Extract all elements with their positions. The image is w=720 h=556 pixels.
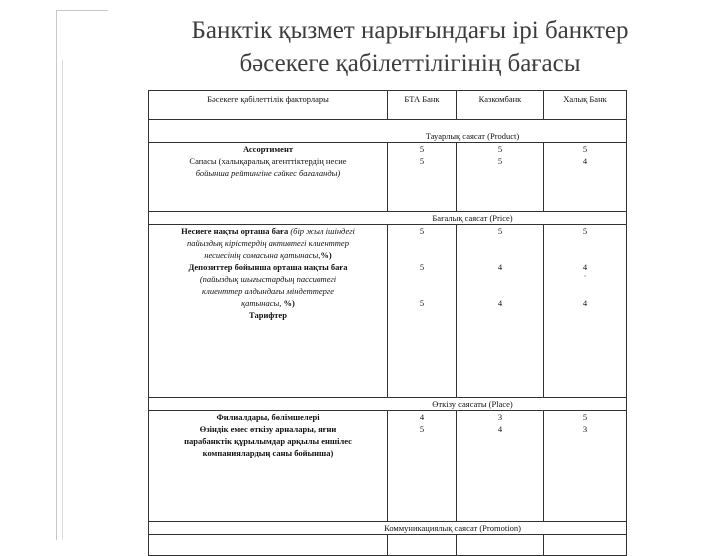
row-label-cont: (пайыздық шығыстардың пассивтегі bbox=[199, 274, 337, 284]
row-label: Филиалдары, бөлімшелері bbox=[216, 412, 320, 422]
value-cell: 4 bbox=[419, 412, 425, 422]
value-cell: 5 bbox=[497, 144, 503, 154]
value-cell: 4 bbox=[497, 298, 503, 308]
value-cell: 5 bbox=[497, 156, 503, 166]
value-cell: 3 bbox=[582, 424, 588, 434]
table-row bbox=[149, 411, 627, 522]
section-place bbox=[149, 398, 627, 411]
table-row bbox=[149, 535, 627, 556]
row-label: Өзіндік емес өткізу арналары, яғни bbox=[199, 424, 337, 434]
section-title-place: Өткізу саясаты (Place) bbox=[432, 399, 513, 409]
row-label: Ассортимент bbox=[242, 144, 294, 154]
row-label-cont: қатынасы, bbox=[241, 298, 282, 308]
value-cell: 4 bbox=[582, 298, 588, 308]
slide-title bbox=[120, 14, 700, 80]
header-kkb: Казкомбанк bbox=[457, 91, 544, 120]
row-label-unit: %) bbox=[283, 298, 295, 308]
row-label-cont: еншілес bbox=[321, 436, 352, 446]
value-cell: 5 bbox=[497, 226, 503, 236]
value-cell-mark: · bbox=[583, 271, 587, 281]
value-cell: 4 bbox=[582, 262, 588, 272]
frame-line-left-inner bbox=[62, 60, 63, 540]
row-label-cont: клиенттер алдындағы міндеттерге bbox=[202, 286, 334, 296]
table-row bbox=[149, 225, 627, 398]
value-cell: 5 bbox=[419, 156, 425, 166]
row-label-cont: пайыздық кірістердің активтегі клиенттер bbox=[187, 238, 349, 248]
row-label-cont: бойынша рейтингіне сәйкес бағаланды) bbox=[195, 168, 341, 178]
header-factors: Бәсекеге қабілеттілік факторлары bbox=[149, 91, 388, 120]
value-cell: 4 bbox=[582, 156, 588, 166]
table-header-row bbox=[149, 91, 627, 120]
section-title-product: Тауарлық саясат (Product) bbox=[425, 131, 520, 141]
row-label: Депозиттер бойынша орташа нақты баға bbox=[188, 262, 348, 272]
section-title-promotion: Коммуникациялық саясат (Promotion) bbox=[384, 523, 521, 533]
value-cell: 4 bbox=[497, 424, 503, 434]
value-cell: 5 bbox=[582, 144, 588, 154]
value-cell: 5 bbox=[419, 144, 425, 154]
frame-line-left bbox=[56, 10, 57, 540]
row-label: Тарифтер bbox=[249, 310, 287, 320]
value-cell: 3 bbox=[497, 412, 503, 422]
row-label-cont: компаниялардың саны бойынша) bbox=[202, 448, 334, 458]
section-promotion bbox=[149, 522, 627, 535]
value-cell: 5 bbox=[582, 226, 588, 236]
value-cell: 5 bbox=[419, 262, 425, 272]
row-label-note: (бір жыл ішіндегі bbox=[290, 226, 355, 236]
row-label-unit: %) bbox=[320, 250, 332, 260]
title-line-1: Банктік қызмет нарығындағы ірі банктер bbox=[191, 17, 629, 44]
value-cell: 5 bbox=[419, 226, 425, 236]
header-bta: БТА Банк bbox=[388, 91, 457, 120]
row-label: Несиеге нақты орташа баға bbox=[181, 226, 289, 236]
frame-line-top bbox=[56, 10, 108, 11]
row-label-cont: парабанктік құрылымдар арқылы bbox=[184, 436, 320, 446]
competitiveness-table bbox=[148, 90, 627, 556]
value-cell: 5 bbox=[582, 412, 588, 422]
value-cell: 5 bbox=[419, 424, 425, 434]
section-title-price: Бағалық саясат (Price) bbox=[432, 213, 513, 223]
header-halyk: Халық Банк bbox=[544, 91, 627, 120]
value-cell: 5 bbox=[419, 298, 425, 308]
row-label-cont: несиесінің сомасына қатынасы, bbox=[204, 250, 321, 260]
section-product bbox=[149, 120, 627, 143]
row-label: Сапасы (халықаралық агенттіктердің несие bbox=[189, 156, 347, 166]
table-row bbox=[149, 143, 627, 212]
section-price bbox=[149, 212, 627, 225]
value-cell: 4 bbox=[497, 262, 503, 272]
title-line-2: бәсекеге қабілеттілігінің бағасы bbox=[239, 50, 581, 77]
